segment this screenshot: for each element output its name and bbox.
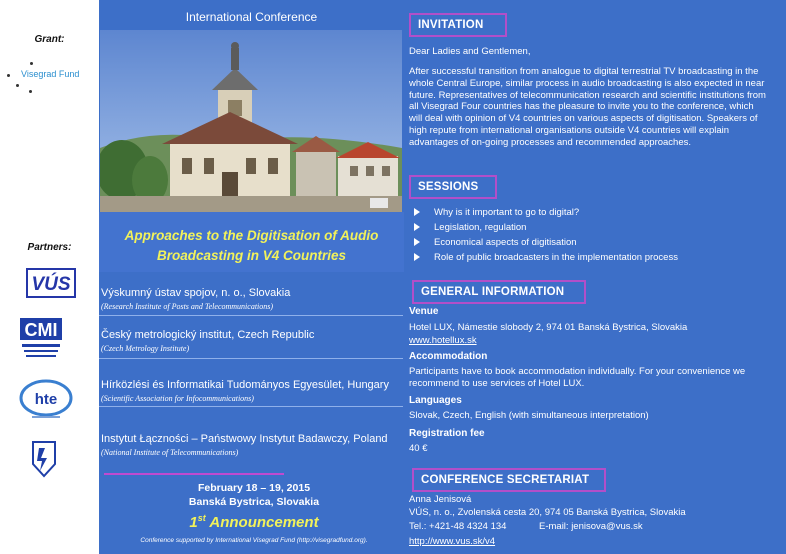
partner-subtitle: (Research Institute of Posts and Telecommunications) (101, 302, 274, 311)
info-column (404, 0, 786, 554)
invitation-heading: INVITATION (409, 13, 507, 37)
languages-label: Languages (409, 395, 462, 406)
arrow-bullet-icon (414, 223, 420, 231)
arrow-bullet-icon (414, 238, 420, 246)
announcement-word: Announcement (205, 514, 319, 531)
accent-divider (104, 473, 284, 475)
fee-label: Registration fee (409, 428, 485, 439)
secretariat-website[interactable]: http://www.vus.sk/v4 (409, 536, 496, 547)
session-item (414, 252, 678, 263)
town-photo (100, 30, 402, 214)
arrow-bullet-icon (414, 208, 420, 216)
announcement-title (99, 513, 409, 531)
invitation-greeting: Dear Ladies and Gentlemen, (409, 46, 531, 57)
divider (99, 406, 403, 407)
conference-title (99, 226, 404, 266)
visegrad-fund-logo (4, 62, 96, 98)
vus-logo-icon (26, 268, 76, 298)
support-note: Conference supported by International Visegrad Fund (http://visegradfund.org). (140, 537, 368, 544)
session-item (414, 207, 579, 218)
svg-text:VÚS: VÚS (31, 274, 71, 295)
partner-name: Český metrologický institut, Czech Republic (101, 329, 315, 341)
svg-text:hte: hte (34, 391, 58, 408)
session-label: Role of public broadcasters in the implementation process (434, 252, 678, 263)
venue-label: Venue (409, 306, 439, 317)
event-date: February 18 – 19, 2015 (197, 482, 311, 494)
fee-value: 40 € (409, 443, 428, 454)
invitation-body: After successful transition from analogue to digital terrestrial TV broadcasting in the whole Central Europe, similar process in audio broadcasting is also expected in near future. Representatives of telecommunication research and scientific institutions from all Visegrad Four countries has the pleasure to invite you to the conference, which will deal with opinion of V4 countries on various aspects of digitisation. Speakers of high repute from international organisations outside V4 countries will explain advantages of on-going processes and recommended approaches. (409, 66, 766, 148)
event-dates (149, 481, 359, 509)
partner-vus (101, 287, 403, 311)
secretariat-phone: Tel.: +421-48 4324 134 (409, 521, 507, 532)
divider (99, 315, 403, 316)
announcement-number: 1 (189, 514, 198, 531)
partner-cmi (101, 329, 403, 353)
secretariat-heading: CONFERENCE SECRETARIAT (412, 468, 606, 492)
cmi-logo-icon (16, 316, 66, 362)
partner-subtitle: (Czech Metrology Institute) (101, 344, 190, 353)
partner-subtitle: (Scientific Association for Infocommunications) (101, 394, 254, 403)
general-info-heading: GENERAL INFORMATION (412, 280, 586, 304)
secretariat-address: VÚS, n. o., Zvolenská cesta 20, 974 05 Banská Bystrica, Slovakia (409, 507, 686, 518)
partner-name: Instytut Łączności – Państwowy Instytut Badawczy, Poland (101, 433, 388, 445)
venue-text: Hotel LUX, Námestie slobody 2, 974 01 Banská Bystrica, Slovakia (409, 322, 688, 333)
grant-label: Grant: (34, 34, 65, 45)
partners-label: Partners: (27, 242, 72, 253)
partner-itl (101, 433, 403, 457)
announcement-suffix: st (197, 513, 206, 523)
divider (99, 358, 403, 359)
event-location: Banská Bystrica, Slovakia (188, 496, 320, 508)
sessions-heading: SESSIONS (409, 175, 497, 199)
conference-title-line2: Broadcasting in V4 Countries (156, 248, 347, 263)
partner-subtitle: (National Institute of Telecommunications) (101, 448, 239, 457)
session-label: Legislation, regulation (434, 222, 527, 233)
conference-title-line1: Approaches to the Digitisation of Audio (124, 228, 379, 243)
venue-link[interactable]: www.hotellux.sk (409, 335, 477, 346)
session-label: Why is it important to go to digital? (434, 207, 580, 218)
session-label: Economical aspects of digitisation (434, 237, 577, 248)
left-sidebar (0, 0, 99, 554)
accommodation-label: Accommodation (409, 351, 488, 362)
partner-name: Hírközlési és Informatikai Tudományos Egyesület, Hungary (101, 379, 389, 391)
languages-text: Slovak, Czech, English (with simultaneous interpretation) (409, 410, 649, 421)
secretariat-email[interactable]: E-mail: jenisova@vus.sk (539, 521, 643, 532)
partner-name: Výskumný ústav spojov, n. o., Slovakia (101, 287, 291, 299)
secretariat-name: Anna Jenisová (409, 494, 472, 505)
visegrad-fund-logo-text: Visegrad Fund (21, 69, 80, 79)
partner-hte (101, 379, 403, 403)
brochure-panel (99, 0, 786, 554)
session-item (414, 222, 526, 233)
hte-logo-icon (18, 378, 74, 422)
arrow-bullet-icon (414, 253, 420, 261)
svg-text:CMI: CMI (24, 320, 58, 340)
conference-label: International Conference (185, 10, 318, 24)
session-item (414, 237, 577, 248)
accommodation-text: Participants have to book accommodation individually. For your convenience we recommend to use services of Hotel LUX. (409, 366, 746, 389)
itl-logo-icon (30, 440, 58, 478)
